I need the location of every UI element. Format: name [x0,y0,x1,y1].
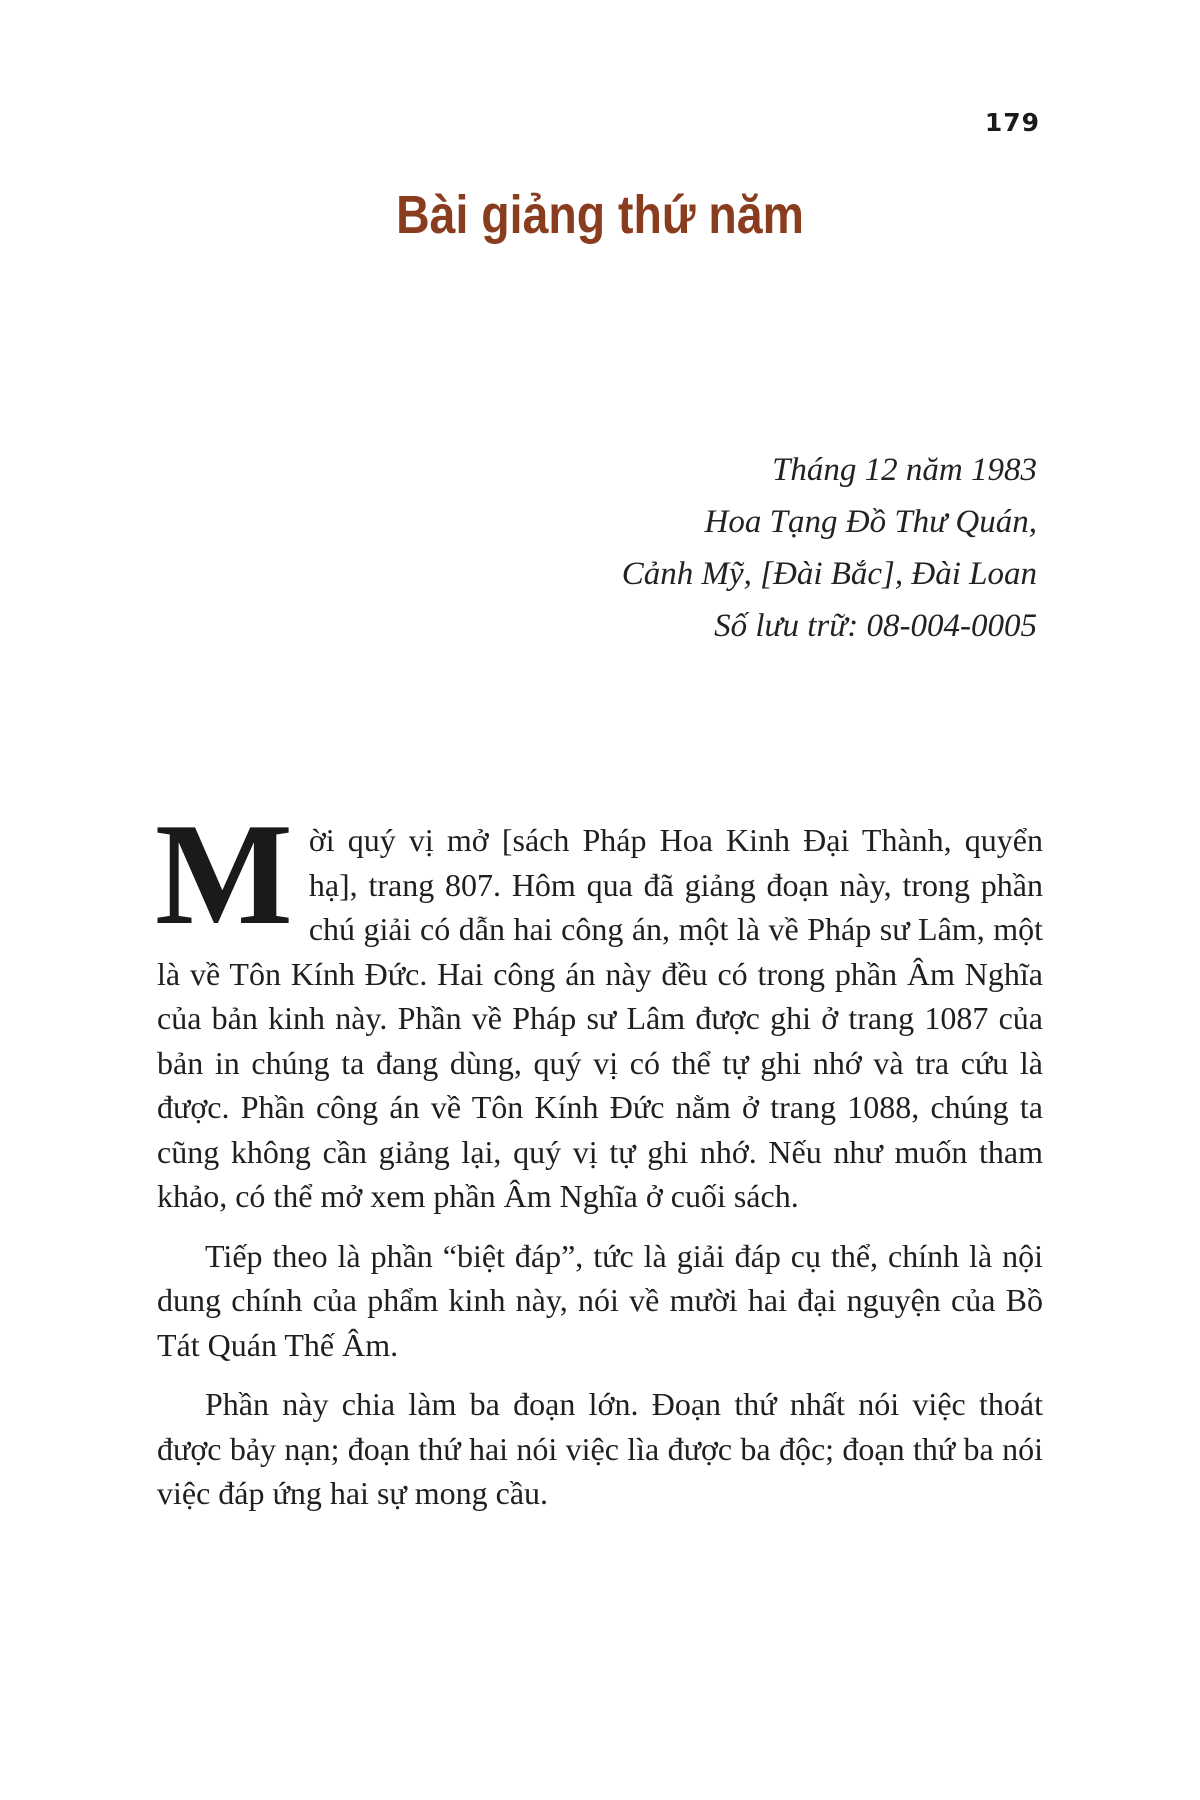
drop-cap-letter: M [155,793,293,955]
body-text [155,793,1043,1531]
lecture-date: Tháng 12 năm 1983 [772,452,1037,488]
paragraph-3: Phần này chia làm ba đoạn lớn. Đoạn thứ nhất nói việc thoát được bảy nạn; đoạn thứ hai nói việc lìa được ba độc; đoạn thứ ba nói việc đáp ứng hai sự mong cầu. [157,1386,1043,1511]
paragraph-1 [155,793,1043,1219]
lecture-venue: Hoa Tạng Đồ Thư Quán, [704,504,1037,540]
lecture-metadata [622,444,1037,652]
paragraph-1-text: ời quý vị mở [sách Pháp Hoa Kinh Đại Thành, quyển hạ], trang 807. Hôm qua đã giảng đoạn này, trong phần chú giải có dẫn hai công án, một là về Pháp sư Lâm, một là về Tôn Kính Đức. Hai công án này đều có trong phần Âm Nghĩa của bản kinh này. Phần về Pháp sư Lâm được ghi ở trang 1087 của bản in chúng ta đang dùng, quý vị có thể tự ghi nhớ và tra cứu là được. Phần công án về Tôn Kính Đức nằm ở trang 1088, chúng ta cũng không cần giảng lại, quý vị tự ghi nhớ. Nếu như muốn tham khảo, có thể mở xem phần Âm Nghĩa ở cuối sách. [157,822,1043,1214]
chapter-title: Bài giảng thứ năm [396,185,804,245]
archive-number: Số lưu trữ: 08-004-0005 [714,608,1037,644]
lecture-location: Cảnh Mỹ, [Đài Bắc], Đài Loan [621,556,1037,592]
paragraph-2: Tiếp theo là phần “biệt đáp”, tức là giải đáp cụ thể, chính là nội dung chính của phẩm kinh này, nói về mười hai đại nguyện của Bồ Tát Quán Thế Âm. [157,1237,1043,1363]
page-number: 179 [984,108,1040,137]
